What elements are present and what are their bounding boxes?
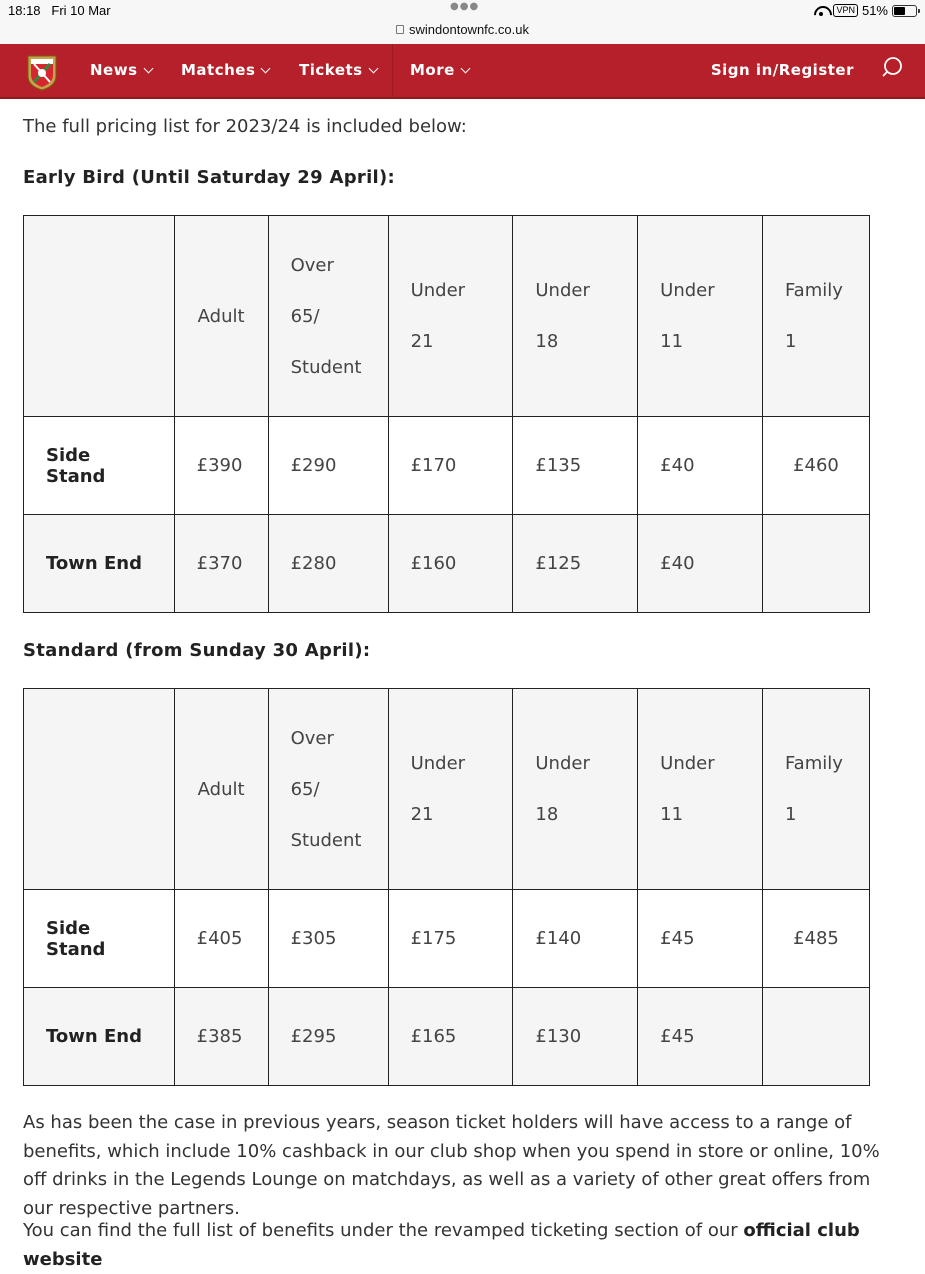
price-cell: £460	[762, 417, 869, 515]
col-header-under18: Under 18	[513, 216, 638, 417]
search-icon[interactable]	[881, 56, 903, 78]
col-header-adult: Adult	[174, 216, 268, 417]
vpn-badge: VPN	[833, 4, 858, 17]
price-cell: £390	[174, 417, 268, 515]
price-cell	[762, 515, 869, 613]
benefits-link-paragraph: You can find the full list of benefits under the revamped ticketing section of our official club website	[23, 1220, 860, 1270]
price-cell: £170	[388, 417, 513, 515]
chevron-down-icon	[460, 64, 470, 74]
col-header-under11: Under 11	[638, 216, 763, 417]
price-cell: £485	[762, 890, 869, 988]
price-cell: £40	[638, 515, 763, 613]
price-cell: £280	[268, 515, 388, 613]
table-header-row	[24, 689, 870, 890]
battery-percent: 51%	[861, 3, 888, 18]
chevron-down-icon	[261, 64, 271, 74]
nav-tickets[interactable]: Tickets	[299, 44, 377, 97]
nav-news[interactable]: News	[90, 44, 152, 97]
price-cell: £385	[174, 988, 268, 1086]
table-row	[24, 890, 870, 988]
table-row	[24, 417, 870, 515]
table-header-row	[24, 216, 870, 417]
wifi-icon	[813, 5, 829, 17]
standard-heading: Standard (from Sunday 30 April):	[23, 640, 371, 661]
price-cell: £135	[513, 417, 638, 515]
lock-icon	[396, 25, 404, 34]
nav-divider	[392, 44, 393, 97]
status-bar	[0, 0, 925, 44]
price-cell: £175	[388, 890, 513, 988]
table-row	[24, 515, 870, 613]
col-header-family: Family 1	[762, 216, 869, 417]
col-header-under11: Under 11	[638, 689, 763, 890]
standard-table	[23, 688, 870, 1086]
status-time: 18:18 Fri 10 Mar	[8, 3, 111, 18]
price-cell: £295	[268, 988, 388, 1086]
empty-header-cell	[24, 689, 175, 890]
price-cell: £45	[638, 988, 763, 1086]
col-header-over65: Over 65/ Student	[268, 216, 388, 417]
main-nav	[0, 44, 925, 99]
price-cell: £290	[268, 417, 388, 515]
sign-in-register-link[interactable]: Sign in/Register	[710, 61, 854, 79]
price-cell: £130	[513, 988, 638, 1086]
pricing-intro: The full pricing list for 2023/24 is included below:	[23, 116, 467, 137]
price-cell: £405	[174, 890, 268, 988]
early-bird-table	[23, 215, 870, 613]
empty-header-cell	[24, 216, 175, 417]
early-bird-heading: Early Bird (Until Saturday 29 April):	[23, 167, 396, 188]
price-cell: £305	[268, 890, 388, 988]
battery-icon	[892, 5, 917, 17]
table-row	[24, 988, 870, 1086]
col-header-adult: Adult	[174, 689, 268, 890]
price-cell	[762, 988, 869, 1086]
address-bar[interactable]: swindontownfc.co.uk	[0, 22, 925, 37]
col-header-under18: Under 18	[513, 689, 638, 890]
nav-matches[interactable]: Matches	[181, 44, 269, 97]
benefits-paragraph: As has been the case in previous years, season ticket holders will have access to a range of benefits, which include 10% cashback in our club shop when you spend in store or online, 10% off drinks in the Legends Lounge on matchdays, as well as a variety of other great offers from our respective partners.	[23, 1112, 880, 1219]
row-label: Town End	[24, 515, 175, 613]
row-label: Side Stand	[24, 890, 175, 988]
price-cell: £45	[638, 890, 763, 988]
price-cell: £370	[174, 515, 268, 613]
tab-dots-icon[interactable]: ●●●	[450, 1, 480, 12]
nav-more[interactable]: More	[410, 44, 469, 97]
price-cell: £125	[513, 515, 638, 613]
price-cell: £160	[388, 515, 513, 613]
price-cell: £140	[513, 890, 638, 988]
official-website-link[interactable]: official club website	[23, 1220, 860, 1270]
chevron-down-icon	[368, 64, 378, 74]
col-header-family: Family 1	[762, 689, 869, 890]
col-header-over65: Over 65/ Student	[268, 689, 388, 890]
club-crest-logo[interactable]	[22, 52, 62, 92]
status-indicators	[813, 3, 917, 18]
price-cell: £165	[388, 988, 513, 1086]
col-header-under21: Under 21	[388, 216, 513, 417]
row-label: Town End	[24, 988, 175, 1086]
chevron-down-icon	[143, 64, 153, 74]
row-label: Side Stand	[24, 417, 175, 515]
col-header-under21: Under 21	[388, 689, 513, 890]
price-cell: £40	[638, 417, 763, 515]
